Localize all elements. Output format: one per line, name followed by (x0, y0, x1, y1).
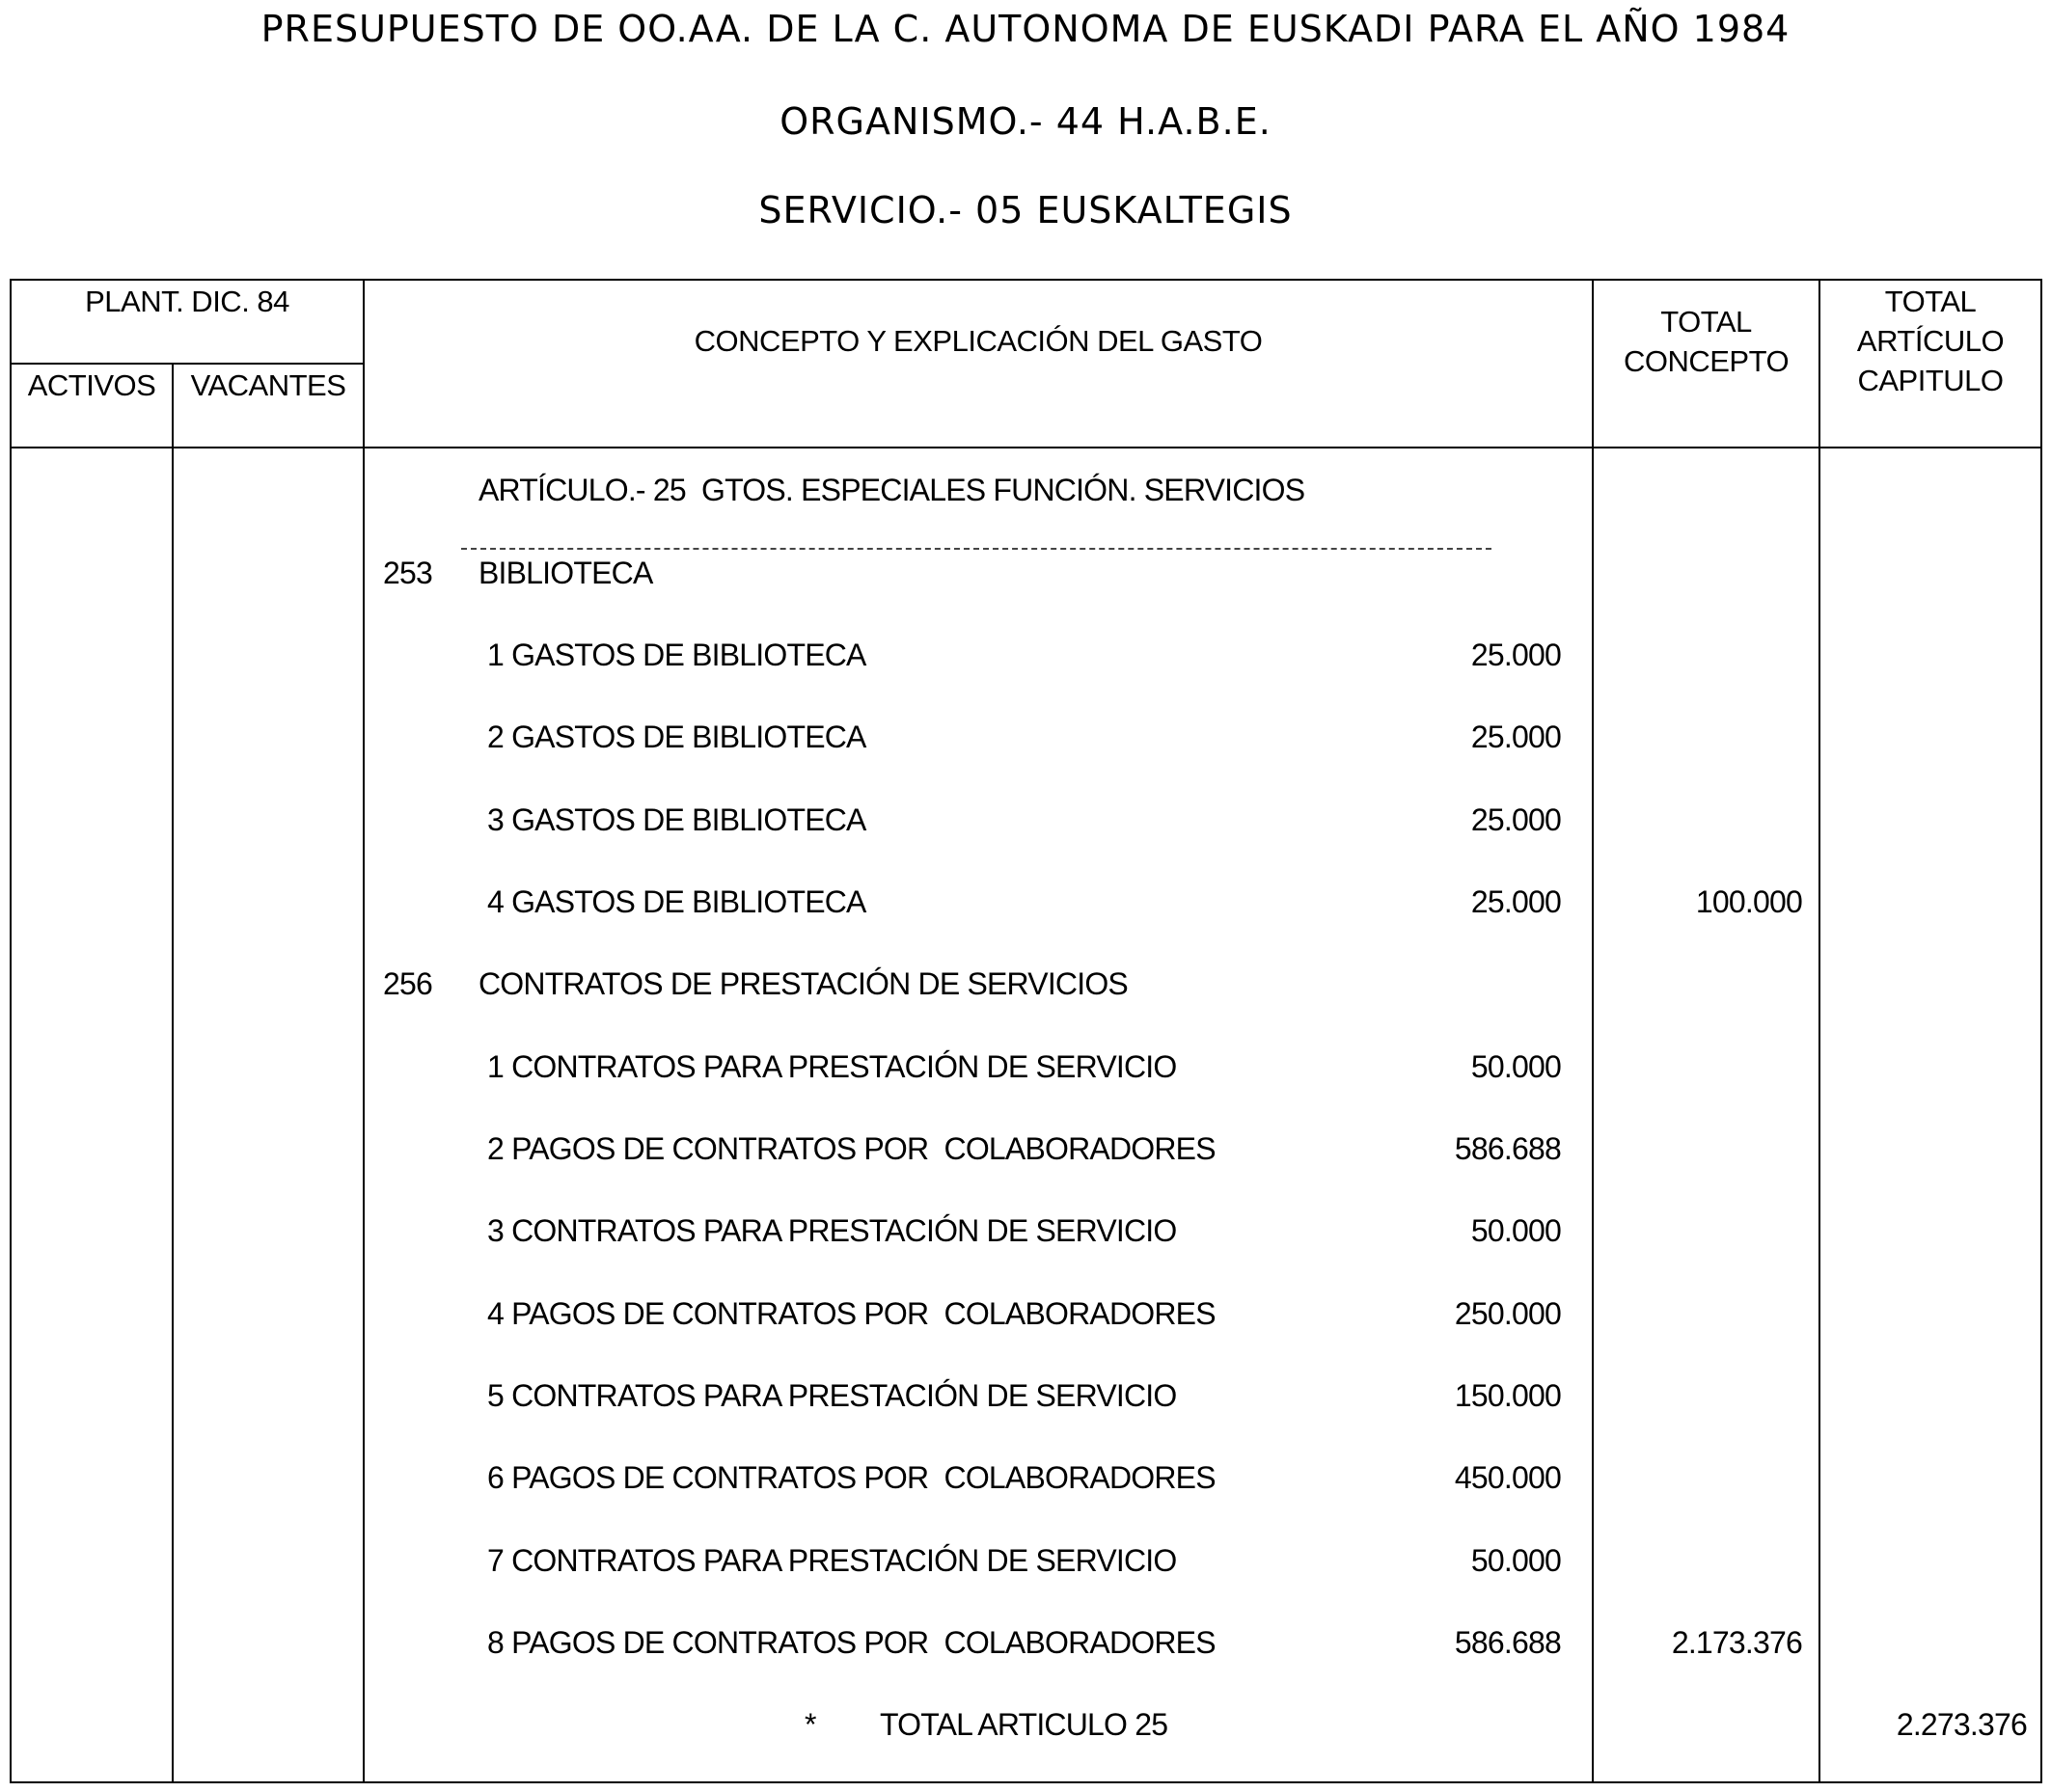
line-item-amount: 25.000 (1470, 884, 1561, 919)
line-item-label: 1 GASTOS DE BIBLIOTECA (487, 638, 866, 672)
concept-code: 253 (383, 556, 432, 590)
document-title: PRESUPUESTO DE OO.AA. DE LA C. AUTONOMA DE EUSKADI PARA EL AÑO 1984 (260, 8, 1791, 50)
line-item-amount: 50.000 (1470, 1543, 1561, 1578)
header-concepto: CONCEPTO Y EXPLICACIÓN DEL GASTO (694, 324, 1263, 358)
header-activos: ACTIVOS (27, 368, 156, 402)
header-total-articulo-line1: TOTAL (1884, 285, 1977, 318)
concept-total: 2.173.376 (1671, 1625, 1802, 1660)
header-total-concepto-line1: TOTAL (1660, 305, 1752, 339)
divider-total-articulo (1819, 279, 1820, 1783)
concept-code: 256 (383, 966, 432, 1001)
divider-plant-concepto (363, 279, 365, 1783)
line-item-label: 4 GASTOS DE BIBLIOTECA (487, 884, 866, 919)
line-item-label: 4 PAGOS DE CONTRATOS POR COLABORADORES (487, 1296, 1216, 1331)
line-item-amount: 586.688 (1454, 1131, 1561, 1166)
divider-activos-vacantes (172, 363, 174, 1783)
line-item-amount: 25.000 (1470, 802, 1561, 837)
line-item-label: 6 PAGOS DE CONTRATOS POR COLABORADORES (487, 1460, 1216, 1495)
line-item-amount: 586.688 (1454, 1625, 1561, 1660)
total-articulo-value: 2.273.376 (1896, 1707, 2027, 1742)
divider-concepto-total (1592, 279, 1594, 1783)
line-item-amount: 50.000 (1470, 1049, 1561, 1084)
line-item-label: 7 CONTRATOS PARA PRESTACIÓN DE SERVICIO (487, 1543, 1177, 1578)
header-total-articulo-line3: CAPITULO (1857, 364, 2004, 397)
total-marker: * (805, 1707, 816, 1742)
line-item-amount: 25.000 (1470, 720, 1561, 754)
header-plant: PLANT. DIC. 84 (85, 285, 289, 318)
divider-header-body (10, 447, 2042, 448)
line-item-label: 2 PAGOS DE CONTRATOS POR COLABORADORES (487, 1131, 1216, 1166)
line-item-amount: 150.000 (1454, 1378, 1561, 1413)
line-item-label: 1 CONTRATOS PARA PRESTACIÓN DE SERVICIO (487, 1049, 1177, 1084)
line-item-amount: 250.000 (1454, 1296, 1561, 1331)
divider-plant-subheader (10, 363, 363, 365)
servicio-title: SERVICIO.- 05 EUSKALTEGIS (758, 189, 1293, 231)
header-vacantes: VACANTES (190, 368, 346, 402)
line-item-label: 5 CONTRATOS PARA PRESTACIÓN DE SERVICIO (487, 1378, 1177, 1413)
header-total-articulo-line2: ARTÍCULO (1856, 324, 2005, 358)
total-articulo-label: TOTAL ARTICULO 25 (880, 1707, 1168, 1742)
concept-name: CONTRATOS DE PRESTACIÓN DE SERVICIOS (479, 966, 1128, 1001)
line-item-amount: 50.000 (1470, 1213, 1561, 1248)
line-item-label: 8 PAGOS DE CONTRATOS POR COLABORADORES (487, 1625, 1216, 1660)
line-item-label: 3 CONTRATOS PARA PRESTACIÓN DE SERVICIO (487, 1213, 1177, 1248)
line-item-amount: 25.000 (1470, 638, 1561, 672)
articulo-dashed-rule (461, 548, 1491, 550)
line-item-amount: 450.000 (1454, 1460, 1561, 1495)
header-total-concepto-line2: CONCEPTO (1623, 344, 1790, 378)
concept-name: BIBLIOTECA (479, 556, 653, 590)
articulo-heading: ARTÍCULO.- 25 GTOS. ESPECIALES FUNCIÓN. SERVICIOS (479, 473, 1305, 507)
organismo-title: ORGANISMO.- 44 H.A.B.E. (779, 100, 1272, 143)
line-item-label: 2 GASTOS DE BIBLIOTECA (487, 720, 866, 754)
line-item-label: 3 GASTOS DE BIBLIOTECA (487, 802, 866, 837)
concept-total: 100.000 (1695, 884, 1802, 919)
